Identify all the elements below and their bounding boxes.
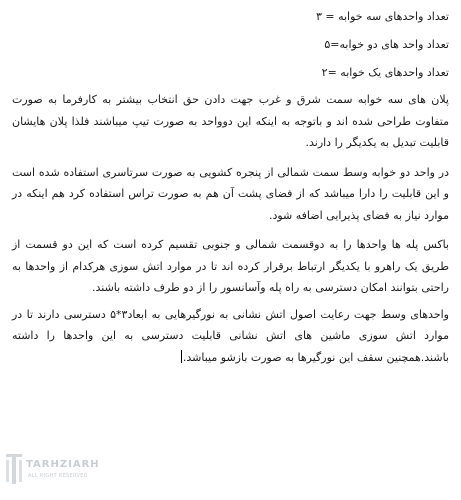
paragraph-two-bedroom-window: در واحد دو خوابه وسط سمت شمالی از پنجره کشویی به صورت سرتاسری استفاده شده است و این قابلیت را دارا میباشد که از فضای پشت آن هم به صورت تراس استفاده کرد هم اینکه در موارد نیاز به فضای پذیرایی اضافه شود. [12, 165, 449, 222]
paragraph-light-wells-text: واحدهای وسط جهت رعایت اصول اتش نشانی به نورگیرهایی به ابعاد۳*۵ دسترسی دارند تا در موارد اتش سوزی ماشین های اتش نشانی قابلیت دسترسی به این واحدها را داشته باشند.همچنین سقف این نورگیرها به صورت بازشو میباشد. [12, 307, 449, 364]
watermark [4, 452, 100, 492]
paragraph-stair-box: باکس پله ها واحدها را به دوقسمت شمالی و جنوبی تقسیم کرده است که این دو قسمت از طریق یک راهرو با یکدیگر ارتباط برقرار کرده اند تا در موارد اتش سوزی هرکدام از واحدها به راحتی بتوانند امکان دسترسی به راه پله وآسانسور را از دو طرف داشته باشند. [12, 238, 449, 294]
text-cursor [181, 350, 182, 363]
paragraph-light-wells[interactable] [12, 304, 449, 369]
watermark-name: TARHZIARH [26, 459, 100, 470]
watermark-logo-icon [4, 452, 26, 488]
one-bedroom-count: تعداد واحدهای یک خوابه =۲ [321, 66, 449, 79]
paragraph-three-bedroom-plans: پلان های سه خوابه سمت شرق و غرب جهت دادن حق انتخاب بیشتر به کارفرما به صورت متفاوت طراحی شده اند و باتوجه به اینکه این دوواحد به صورت تیپ میباشند فلذا پلان هایشان قابلیت تبدیل به یکدیگر را دارند. [12, 93, 449, 149]
two-bedroom-count: تعداد واحد های دو خوابه=۵ [324, 38, 449, 51]
three-bedroom-count: تعداد واحدهای سه خوابه = ۳ [315, 10, 449, 23]
watermark-subtitle: ALL RIGHT RESERVED [28, 473, 88, 479]
